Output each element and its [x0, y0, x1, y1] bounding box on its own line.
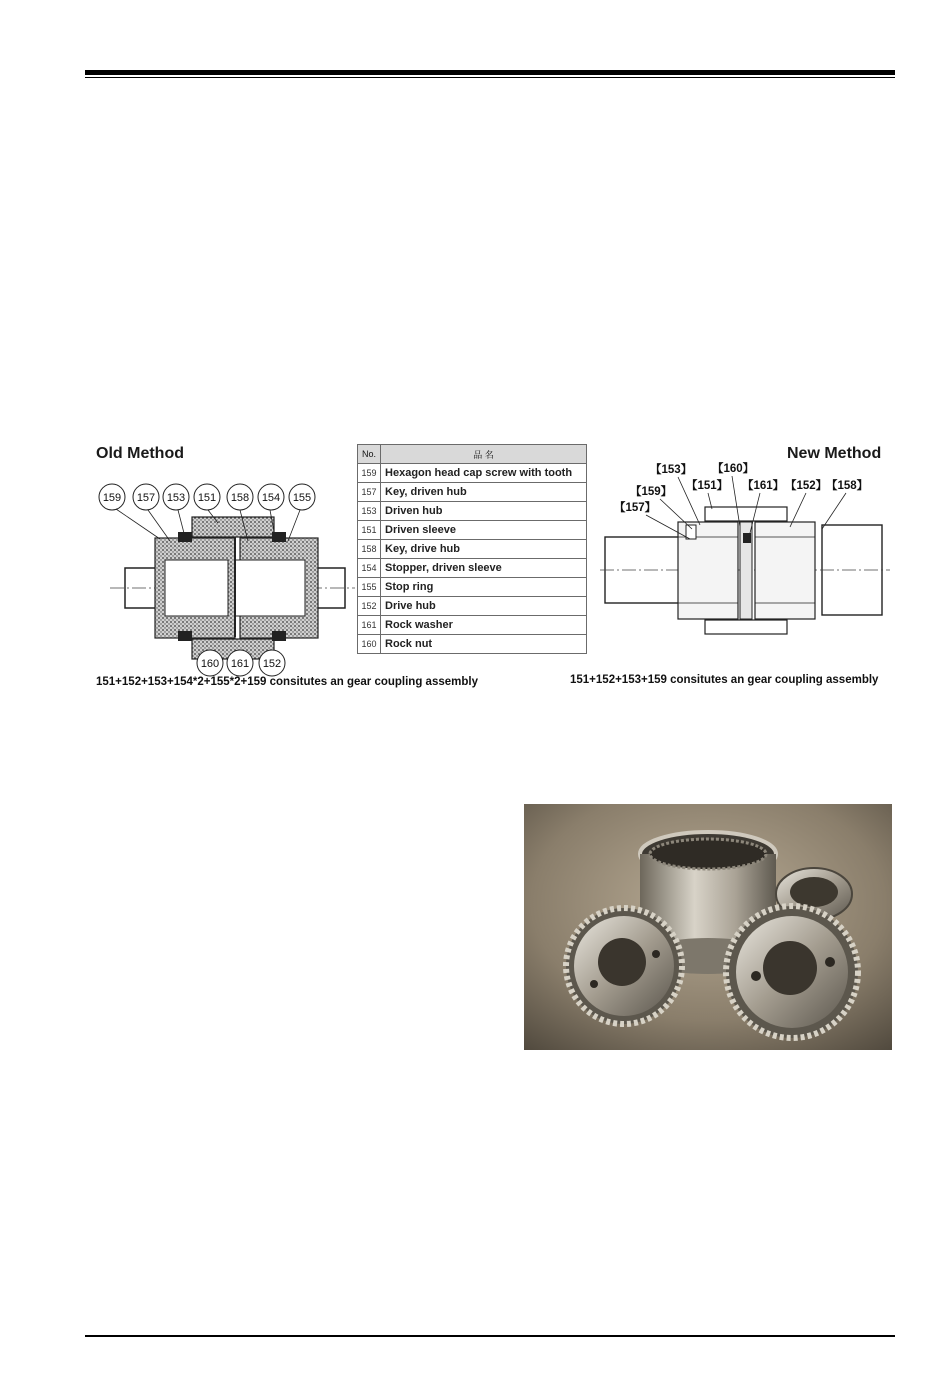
new-callout-161: 【161】	[742, 480, 785, 492]
footer-rule	[85, 1335, 895, 1337]
callout-158: 158	[230, 492, 250, 504]
table-row: 153 Driven hub	[358, 502, 587, 521]
new-callout-160: 【160】	[712, 463, 755, 475]
table-row: 158 Key, drive hub	[358, 540, 587, 559]
parts-table	[357, 444, 587, 654]
new-callout-158: 【158】	[826, 480, 869, 492]
old-method-caption: 151+152+153+154*2+155*2+159 consitutes an gear coupling assembly	[96, 676, 478, 688]
new-callout-159: 【159】	[630, 486, 673, 498]
callout-153: 153	[166, 492, 186, 504]
old-callouts-bottom	[197, 650, 285, 676]
new-callout-153: 【153】	[650, 464, 693, 476]
header-rule-thin	[85, 77, 895, 78]
new-method-caption: 151+152+153+159 consitutes an gear coupling assembly	[570, 674, 879, 686]
new-method-drawing	[600, 437, 890, 667]
callout-161: 161	[230, 658, 250, 670]
old-method-title: Old Method	[96, 445, 184, 462]
callout-157: 157	[136, 492, 156, 504]
table-row: 151 Driven sleeve	[358, 521, 587, 540]
callout-152: 152	[262, 658, 282, 670]
coupling-comparison-figure	[90, 437, 895, 700]
callout-160: 160	[200, 658, 220, 670]
table-row: 155 Stop ring	[358, 578, 587, 597]
table-row: 152 Drive hub	[358, 597, 587, 616]
table-row: 161 Rock washer	[358, 616, 587, 635]
callout-154: 154	[261, 492, 281, 504]
table-row: 154 Stopper, driven sleeve	[358, 559, 587, 578]
table-row: 159 Hexagon head cap screw with tooth	[358, 464, 587, 483]
new-method-title: New Method	[787, 445, 882, 462]
callout-159: 159	[102, 492, 122, 504]
new-callout-151: 【151】	[686, 480, 729, 492]
header-rule	[85, 70, 895, 75]
table-row: 157 Key, driven hub	[358, 483, 587, 502]
new-callout-157: 【157】	[614, 502, 657, 514]
callout-155: 155	[292, 492, 312, 504]
old-method-drawing	[90, 437, 350, 677]
gear-coupling-photo	[524, 804, 892, 1050]
new-callout-152: 【152】	[785, 480, 828, 492]
table-row: 160 Rock nut	[358, 635, 587, 654]
table-header-no: No.	[358, 445, 381, 464]
callout-151: 151	[197, 492, 217, 504]
table-header-name: 品 名	[381, 445, 587, 464]
